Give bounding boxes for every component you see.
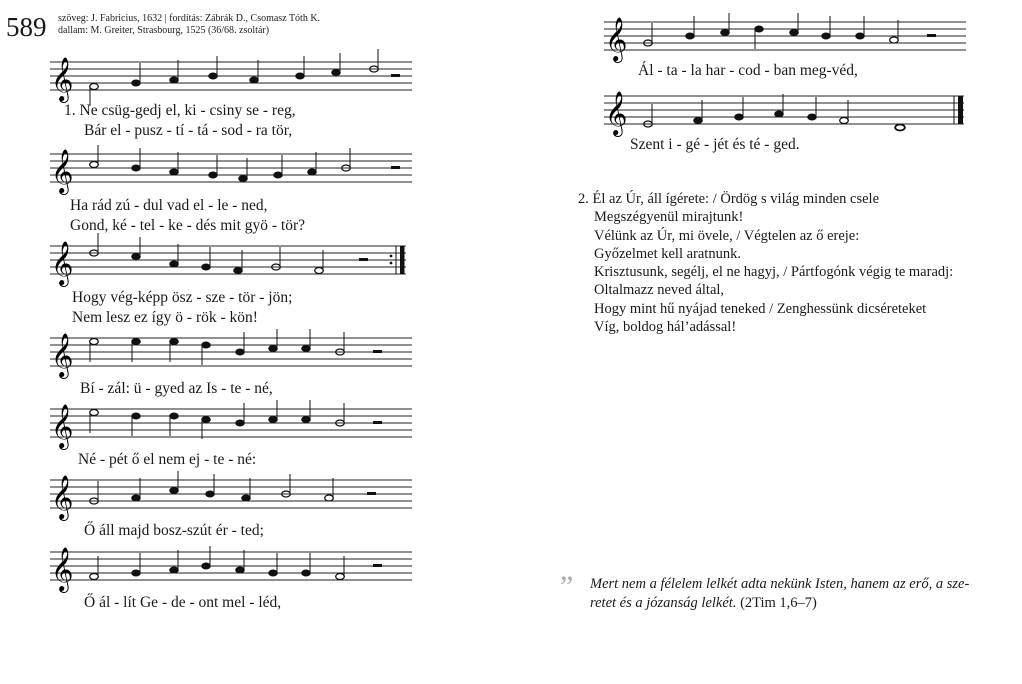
verse-line: Krisztusunk, segélj, el ne hagyj, / Pártfogónk végig te maradj: [594, 264, 954, 281]
verse-line: Hogy mint hű nyájad teneked / Zenghessünk dicséreteket [594, 300, 927, 317]
quote-reference: (2Tim 1,6–7) [736, 594, 817, 611]
verse-line: Oltalmazz neved által, [594, 282, 725, 299]
music-staff [50, 241, 414, 285]
lyric-line: Ha rád zú - dul vad el - le - ned, [70, 197, 268, 214]
lyric-line: 1. Ne csüg-gedj el, ki - csiny se - reg, [64, 102, 296, 119]
treble-clef-icon: 𝄞 [51, 475, 74, 519]
verse-2 [578, 190, 953, 336]
staff-system-1 [50, 58, 414, 146]
quote-line-2: retet és a józanság lelkét. [590, 594, 737, 611]
tune-credit: dallam: M. Greiter, Strasbourg, 1525 (36/68. zsoltár) [58, 25, 270, 36]
lyric-line: Bí - zál: ü - gyed az Is - te - né, [80, 380, 273, 397]
quote-line-1: Mert nem a félelem lelkét adta nekünk Isten, hanem az erő, a sze- [590, 576, 970, 592]
lyric-line: Gond, ké - tel - ke - dés mit gyö - tör? [70, 217, 306, 234]
verse-line: Megszégyenül mirajtunk! [594, 209, 744, 226]
lyric-line: Né - pét ő el nem ej - te - né: [78, 451, 257, 468]
verse-line: Víg, boldog hál’adással! [594, 319, 737, 336]
music-staff [604, 91, 968, 135]
music-staff [50, 475, 414, 519]
music-staff [50, 547, 414, 591]
hymn-number: 589 [6, 12, 47, 42]
staff-system-3 [50, 242, 414, 330]
lyric-line: Nem lesz ez így ö - rök - kön! [72, 309, 258, 326]
text-credit: szöveg: J. Fabricius, 1632 | fordítás: Zábrák D., Csomasz Tóth K. [58, 13, 321, 24]
treble-clef-icon: 𝄞 [605, 17, 628, 61]
staff-system-6 [50, 476, 414, 540]
staff-system-5 [50, 405, 414, 469]
staff-system-9 [604, 92, 968, 156]
verse-line: Győzelmet kell aratnunk. [594, 245, 741, 262]
music-staff [50, 404, 414, 448]
treble-clef-icon: 𝄞 [51, 547, 74, 591]
treble-clef-icon: 𝄞 [51, 333, 74, 377]
verse-line: Vélünk az Úr, mi övele, / Végtelen az ő ereje: [594, 227, 860, 244]
lyric-line: Ő ál - lít Ge - de - ont mel - léd, [84, 594, 282, 611]
lyric-line: Szent i - gé - jét és té - ged. [630, 136, 800, 153]
staff-system-2 [50, 150, 414, 238]
verse-line: 2. Él az Úr, áll ígérete: / Ördög s világ minden csele [578, 191, 880, 207]
music-staff [50, 333, 414, 377]
lyric-line: Bár el - pusz - tí - tá - sod - ra tör, [84, 122, 293, 139]
music-staff [50, 57, 414, 101]
treble-clef-icon: 𝄞 [51, 241, 74, 285]
staff-system-7 [50, 548, 414, 612]
treble-clef-icon: 𝄞 [51, 149, 74, 193]
lyric-line: Ő áll majd bosz-szút ér - ted; [84, 522, 264, 539]
music-staff [50, 149, 414, 193]
quote-mark-icon: ” [560, 570, 574, 603]
music-staff [604, 17, 968, 61]
staff-system-8 [604, 18, 968, 82]
treble-clef-icon: 𝄞 [51, 57, 74, 101]
treble-clef-icon: 𝄞 [605, 91, 628, 135]
treble-clef-icon: 𝄞 [51, 404, 74, 448]
lyric-line: Ál - ta - la har - cod - ban meg-véd, [638, 62, 858, 79]
bible-quote [590, 575, 969, 612]
staff-system-4 [50, 334, 414, 398]
lyric-line: Hogy vég-képp ösz - sze - tör - jön; [72, 289, 293, 306]
